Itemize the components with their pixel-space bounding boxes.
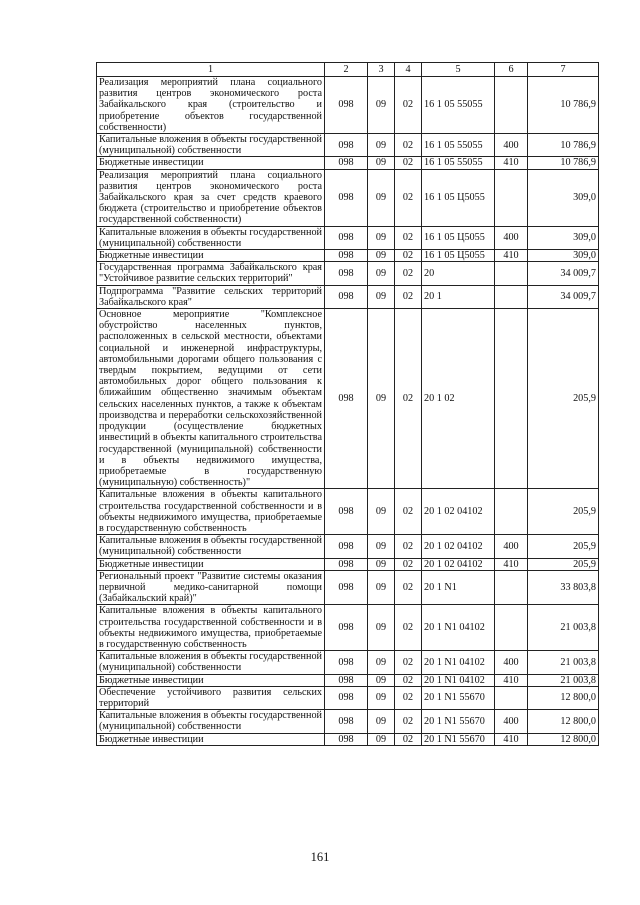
row-name-cell: Реализация мероприятий плана социального развития центров экономического роста Забайкальского края за счет средств краевого бюджета (строительство и приобретение объектов государственной собственности) (97, 169, 325, 226)
code-expense-type-cell: 410 (495, 733, 528, 745)
code-target-cell: 20 1 N1 04102 (422, 605, 495, 651)
table-body (97, 77, 599, 746)
code-expense-type-cell (495, 686, 528, 709)
code-expense-type-cell (495, 169, 528, 226)
row-name-cell: Капитальные вложения в объекты государственной (муниципальной) собственности (97, 226, 325, 249)
code-target-cell: 20 1 N1 55670 (422, 733, 495, 745)
code-expense-type-cell (495, 570, 528, 605)
code-subsection-cell: 02 (395, 226, 422, 249)
table-row (97, 262, 599, 285)
code-subsection-cell: 02 (395, 686, 422, 709)
code-admin-cell: 098 (325, 710, 368, 733)
code-section-cell: 09 (368, 651, 395, 674)
code-section-cell: 09 (368, 558, 395, 570)
column-header: 4 (395, 63, 422, 77)
code-section-cell: 09 (368, 77, 395, 134)
code-target-cell: 20 1 N1 55670 (422, 710, 495, 733)
code-subsection-cell: 02 (395, 285, 422, 308)
amount-cell: 205,9 (528, 535, 599, 558)
row-name-cell: Бюджетные инвестиции (97, 674, 325, 686)
amount-cell: 12 800,0 (528, 686, 599, 709)
code-subsection-cell: 02 (395, 605, 422, 651)
code-expense-type-cell (495, 309, 528, 489)
code-section-cell: 09 (368, 674, 395, 686)
code-admin-cell: 098 (325, 651, 368, 674)
row-name-cell: Бюджетные инвестиции (97, 157, 325, 169)
column-header: 7 (528, 63, 599, 77)
row-name-cell: Бюджетные инвестиции (97, 250, 325, 262)
table-row (97, 651, 599, 674)
code-expense-type-cell (495, 77, 528, 134)
code-section-cell: 09 (368, 710, 395, 733)
code-target-cell: 20 1 02 04102 (422, 558, 495, 570)
code-expense-type-cell: 410 (495, 674, 528, 686)
code-admin-cell: 098 (325, 226, 368, 249)
code-section-cell: 09 (368, 605, 395, 651)
code-expense-type-cell: 410 (495, 558, 528, 570)
table-row (97, 250, 599, 262)
code-expense-type-cell: 400 (495, 535, 528, 558)
code-section-cell: 09 (368, 134, 395, 157)
code-target-cell: 16 1 05 Ц5055 (422, 226, 495, 249)
code-admin-cell: 098 (325, 285, 368, 308)
code-expense-type-cell (495, 285, 528, 308)
amount-cell: 205,9 (528, 558, 599, 570)
amount-cell: 33 803,8 (528, 570, 599, 605)
amount-cell: 34 009,7 (528, 285, 599, 308)
code-admin-cell: 098 (325, 489, 368, 535)
code-target-cell: 20 1 N1 55670 (422, 686, 495, 709)
amount-cell: 12 800,0 (528, 733, 599, 745)
amount-cell: 309,0 (528, 226, 599, 249)
row-name-cell: Капитальные вложения в объекты государственной (муниципальной) собственности (97, 710, 325, 733)
code-expense-type-cell: 400 (495, 226, 528, 249)
code-admin-cell: 098 (325, 733, 368, 745)
row-name-cell: Региональный проект "Развитие системы оказания первичной медико-санитарной помощи (Забайкальский край)" (97, 570, 325, 605)
amount-cell: 205,9 (528, 309, 599, 489)
code-subsection-cell: 02 (395, 710, 422, 733)
table-row (97, 157, 599, 169)
amount-cell: 12 800,0 (528, 710, 599, 733)
code-section-cell: 09 (368, 535, 395, 558)
code-admin-cell: 098 (325, 674, 368, 686)
code-section-cell: 09 (368, 309, 395, 489)
amount-cell: 309,0 (528, 250, 599, 262)
table-row (97, 558, 599, 570)
code-subsection-cell: 02 (395, 570, 422, 605)
code-section-cell: 09 (368, 226, 395, 249)
code-admin-cell: 098 (325, 134, 368, 157)
code-subsection-cell: 02 (395, 134, 422, 157)
code-admin-cell: 098 (325, 570, 368, 605)
table-row (97, 674, 599, 686)
code-expense-type-cell (495, 262, 528, 285)
budget-table (96, 62, 599, 746)
code-admin-cell: 098 (325, 169, 368, 226)
code-target-cell: 20 1 02 04102 (422, 489, 495, 535)
table-row (97, 733, 599, 745)
code-admin-cell: 098 (325, 250, 368, 262)
code-target-cell: 16 1 05 55055 (422, 134, 495, 157)
row-name-cell: Капитальные вложения в объекты государственной (муниципальной) собственности (97, 535, 325, 558)
code-section-cell: 09 (368, 285, 395, 308)
code-subsection-cell: 02 (395, 651, 422, 674)
code-subsection-cell: 02 (395, 674, 422, 686)
code-admin-cell: 098 (325, 309, 368, 489)
row-name-cell: Государственная программа Забайкальского края "Устойчивое развитие сельских территорий" (97, 262, 325, 285)
row-name-cell: Капитальные вложения в объекты государственной (муниципальной) собственности (97, 651, 325, 674)
code-admin-cell: 098 (325, 535, 368, 558)
code-target-cell: 20 1 02 04102 (422, 535, 495, 558)
row-name-cell: Капитальные вложения в объекты капитального строительства государственной собственности и в объекты недвижимого имущества, приобретаемые в государственную собственность (97, 605, 325, 651)
code-expense-type-cell: 400 (495, 651, 528, 674)
code-target-cell: 16 1 05 55055 (422, 157, 495, 169)
code-target-cell: 20 1 N1 04102 (422, 674, 495, 686)
code-expense-type-cell: 400 (495, 134, 528, 157)
code-target-cell: 16 1 05 Ц5055 (422, 250, 495, 262)
code-subsection-cell: 02 (395, 535, 422, 558)
table-row (97, 570, 599, 605)
table-row (97, 77, 599, 134)
code-admin-cell: 098 (325, 77, 368, 134)
code-section-cell: 09 (368, 733, 395, 745)
amount-cell: 10 786,9 (528, 77, 599, 134)
code-section-cell: 09 (368, 262, 395, 285)
code-section-cell: 09 (368, 169, 395, 226)
amount-cell: 21 003,8 (528, 605, 599, 651)
code-target-cell: 20 (422, 262, 495, 285)
code-admin-cell: 098 (325, 686, 368, 709)
amount-cell: 34 009,7 (528, 262, 599, 285)
code-subsection-cell: 02 (395, 157, 422, 169)
row-name-cell: Капитальные вложения в объекты капитального строительства государственной собственности и в объекты недвижимого имущества, приобретаемые в государственную собственность (97, 489, 325, 535)
table-row (97, 309, 599, 489)
table-row (97, 710, 599, 733)
column-header: 2 (325, 63, 368, 77)
code-subsection-cell: 02 (395, 309, 422, 489)
code-expense-type-cell (495, 489, 528, 535)
code-admin-cell: 098 (325, 157, 368, 169)
column-header: 6 (495, 63, 528, 77)
code-section-cell: 09 (368, 489, 395, 535)
table-header-row (97, 63, 599, 77)
code-expense-type-cell: 410 (495, 157, 528, 169)
amount-cell: 205,9 (528, 489, 599, 535)
table-row (97, 535, 599, 558)
table-row (97, 226, 599, 249)
code-expense-type-cell: 410 (495, 250, 528, 262)
row-name-cell: Бюджетные инвестиции (97, 558, 325, 570)
row-name-cell: Реализация мероприятий плана социального развития центров экономического роста Забайкальского края (строительство и приобретение объектов государственной собственности) (97, 77, 325, 134)
amount-cell: 21 003,8 (528, 651, 599, 674)
amount-cell: 309,0 (528, 169, 599, 226)
code-target-cell: 20 1 N1 (422, 570, 495, 605)
table-row (97, 169, 599, 226)
amount-cell: 21 003,8 (528, 674, 599, 686)
table-row (97, 134, 599, 157)
page-number: 161 (310, 850, 330, 864)
code-expense-type-cell (495, 605, 528, 651)
code-expense-type-cell: 400 (495, 710, 528, 733)
code-section-cell: 09 (368, 686, 395, 709)
code-target-cell: 20 1 N1 04102 (422, 651, 495, 674)
column-header: 3 (368, 63, 395, 77)
table-row (97, 605, 599, 651)
code-target-cell: 20 1 (422, 285, 495, 308)
code-subsection-cell: 02 (395, 169, 422, 226)
code-subsection-cell: 02 (395, 250, 422, 262)
code-target-cell: 20 1 02 (422, 309, 495, 489)
code-admin-cell: 098 (325, 262, 368, 285)
code-section-cell: 09 (368, 570, 395, 605)
code-target-cell: 16 1 05 Ц5055 (422, 169, 495, 226)
code-section-cell: 09 (368, 157, 395, 169)
column-header: 1 (97, 63, 325, 77)
code-target-cell: 16 1 05 55055 (422, 77, 495, 134)
row-name-cell: Капитальные вложения в объекты государственной (муниципальной) собственности (97, 134, 325, 157)
amount-cell: 10 786,9 (528, 157, 599, 169)
code-admin-cell: 098 (325, 558, 368, 570)
code-subsection-cell: 02 (395, 558, 422, 570)
column-header: 5 (422, 63, 495, 77)
code-subsection-cell: 02 (395, 262, 422, 285)
code-subsection-cell: 02 (395, 77, 422, 134)
row-name-cell: Бюджетные инвестиции (97, 733, 325, 745)
amount-cell: 10 786,9 (528, 134, 599, 157)
row-name-cell: Основное мероприятие "Комплексное обустройство населенных пунктов, расположенных в сельской местности, объектами социальной и инженерной инфраструктуры, автомобильными дорогами общего пользования с твердым покрытием, ведущими от сети автомобильных дорог общего пользования к ближайшим общественно значимым объектам сельских населенных пунктов, а также к объектам производства и переработки сельскохозяйственной продукции (осуществление бюджетных инвестиций в объекты капитального строительства государственной (муниципальной) собственности и в объекты недвижимого имущества, приобретаемые в государственную (муниципальную) собственность)" (97, 309, 325, 489)
code-admin-cell: 098 (325, 605, 368, 651)
table-row (97, 285, 599, 308)
table-row (97, 686, 599, 709)
code-subsection-cell: 02 (395, 733, 422, 745)
code-subsection-cell: 02 (395, 489, 422, 535)
code-section-cell: 09 (368, 250, 395, 262)
row-name-cell: Подпрограмма "Развитие сельских территорий Забайкальского края" (97, 285, 325, 308)
table-row (97, 489, 599, 535)
row-name-cell: Обеспечение устойчивого развития сельских территорий (97, 686, 325, 709)
